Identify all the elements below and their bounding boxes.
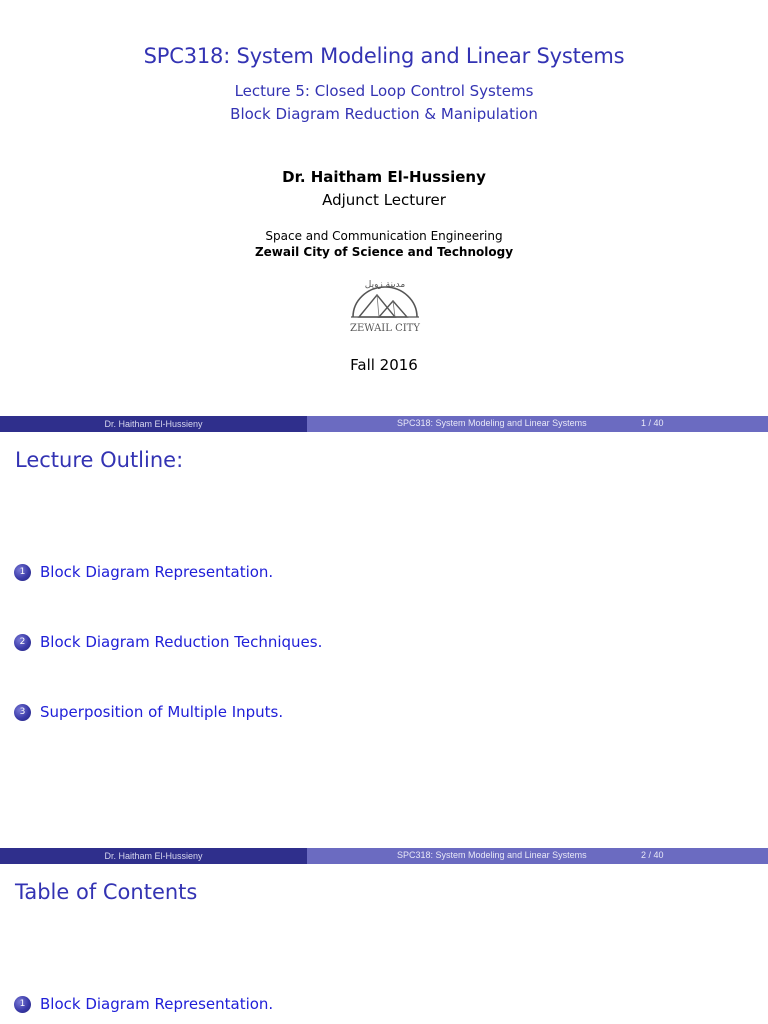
footer-author: Dr. Haitham El-Hussieny (0, 416, 307, 432)
footer-right (307, 416, 768, 432)
presentation-title: SPC318: System Modeling and Linear Systems (143, 44, 625, 68)
title-slide (0, 0, 768, 432)
logo-arabic-text: مدينة زويل (364, 280, 406, 290)
outline-slide (0, 432, 768, 864)
department: Space and Communication Engineering (265, 229, 503, 243)
frame-title: Table of Contents (15, 880, 198, 904)
footer-author: Dr. Haitham El-Hussieny (0, 848, 307, 864)
number-bullet-icon: 1 (14, 996, 31, 1013)
toc-item-label: Block Diagram Representation. (40, 995, 274, 1013)
author-name: Dr. Haitham El-Hussieny (282, 168, 486, 186)
footer-bar (0, 848, 768, 864)
outline-item-label: Block Diagram Reduction Techniques. (40, 633, 323, 651)
date: Fall 2016 (350, 356, 418, 374)
footer-page-number: 1 / 40 (641, 418, 664, 428)
footer-right (307, 848, 768, 864)
outline-item[interactable] (14, 563, 273, 581)
number-bullet-icon: 2 (14, 634, 31, 651)
toc-item[interactable] (14, 995, 273, 1013)
author-role: Adjunct Lecturer (322, 191, 446, 209)
frame-title: Lecture Outline: (15, 448, 184, 472)
footer-bar (0, 416, 768, 432)
subtitle-topic: Block Diagram Reduction & Manipulation (230, 105, 538, 123)
number-bullet-icon: 1 (14, 564, 31, 581)
subtitle-lecture: Lecture 5: Closed Loop Control Systems (234, 82, 534, 100)
number-bullet-icon: 3 (14, 704, 31, 721)
footer-course: SPC318: System Modeling and Linear Systems (397, 850, 587, 860)
outline-item[interactable] (14, 703, 283, 721)
footer-page-number: 2 / 40 (641, 850, 664, 860)
toc-slide (0, 864, 768, 1024)
institution: Zewail City of Science and Technology (254, 245, 514, 259)
logo-text: ZEWAIL CITY (350, 323, 420, 334)
footer-course: SPC318: System Modeling and Linear Systems (397, 418, 587, 428)
outline-item-label: Block Diagram Representation. (40, 563, 274, 581)
zewail-city-logo (335, 273, 435, 345)
outline-item[interactable] (14, 633, 322, 651)
outline-item-label: Superposition of Multiple Inputs. (40, 703, 284, 721)
